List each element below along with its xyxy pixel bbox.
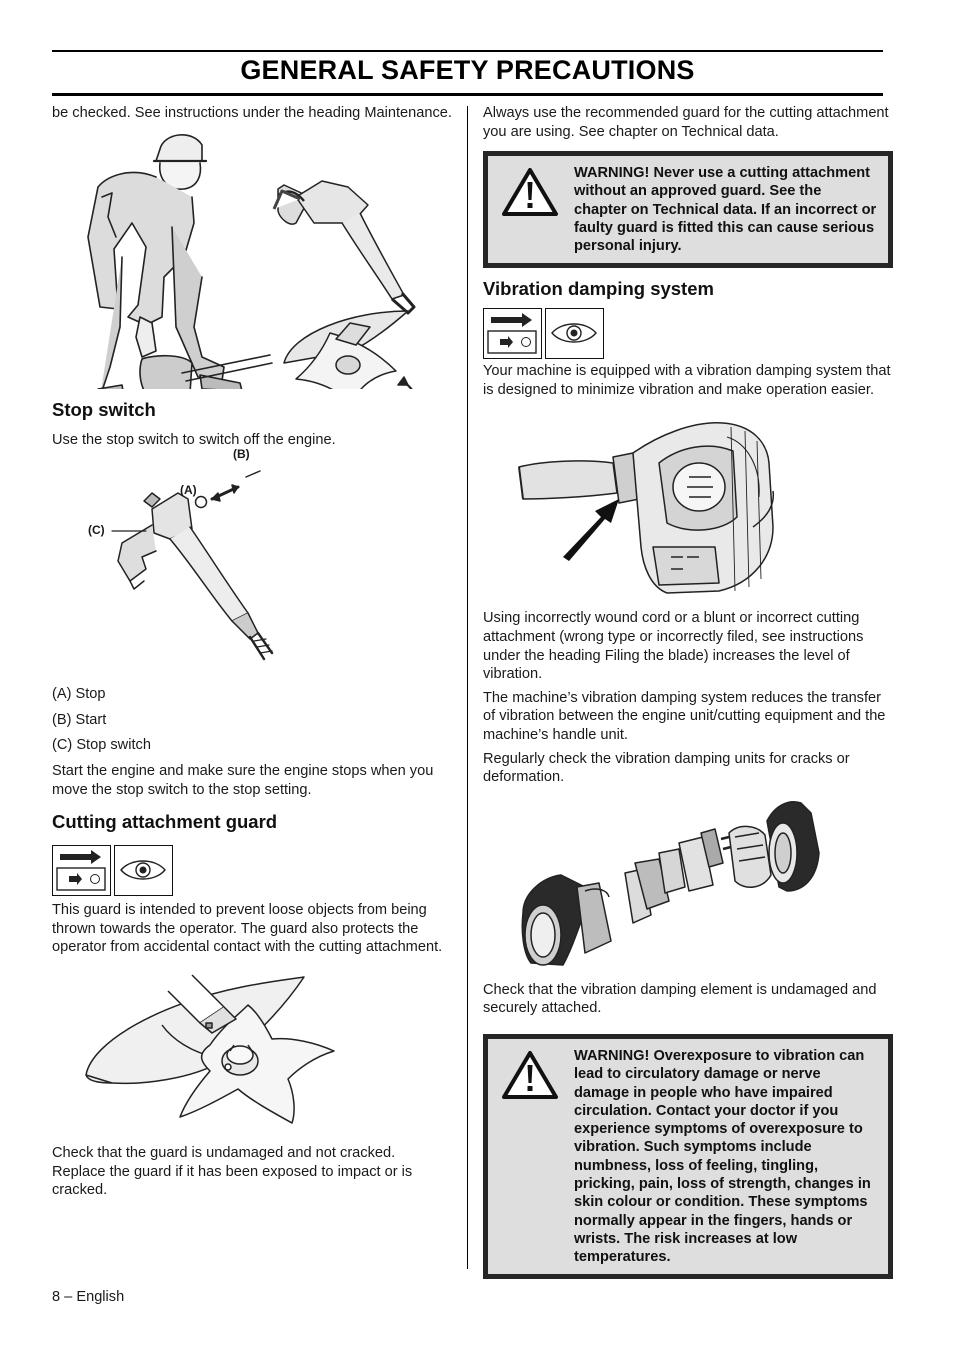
stop-switch-illustration xyxy=(52,453,452,685)
visual-inspection-icon-2 xyxy=(545,308,604,359)
warning-triangle-icon-2 xyxy=(500,1049,560,1101)
header-rule-top xyxy=(52,50,883,52)
page-footer: 8 – English xyxy=(52,1289,125,1305)
right-column xyxy=(483,104,893,1279)
vibration-p2: Using incorrectly wound cord or a blunt or incorrect cutting attachment (wrong type or incorrectly filed, see instructions under the heading Filing the blade) increases the level of vibration. xyxy=(483,610,864,683)
warning-box-vibration xyxy=(483,1034,893,1279)
guard-heading: Cutting attachment guard xyxy=(52,811,278,833)
warning-text-vibration: WARNING! Overexposure to vibration can lead to circulatory damage or nerve damage in people who have impaired circulation. Contact your doctor if you experience symptoms of overexposure to vibration. Such symptoms include numbness, loss of feeling, tingling, pricking, pain, loss of strength, changes in skin colour or condition. These symptoms normally appear in the fingers, hands or wrists. The risk increases at low temperatures. xyxy=(574,1047,871,1266)
warning-triangle-icon xyxy=(500,166,560,218)
visual-inspection-icon xyxy=(114,845,173,896)
vibration-symbols xyxy=(483,308,893,359)
fig-label-c: (C) xyxy=(88,523,105,538)
guard-recommendation: Always use the recommended guard for the cutting attachment you are using. See chapter on Technical data. xyxy=(483,105,889,140)
stop-switch-body: Use the stop switch to switch off the engine. xyxy=(52,431,336,448)
guard-illustration xyxy=(52,967,452,1135)
stop-switch-heading: Stop switch xyxy=(52,398,156,420)
operator-inspection-illustration xyxy=(52,127,452,389)
legend-item-b: (B) Start xyxy=(52,711,107,728)
legend-item-a: (A) Stop xyxy=(52,686,106,703)
vibration-body: Your machine is equipped with a vibration damping system that is designed to minimize vibration and make operation easier. xyxy=(483,363,891,398)
guard-check: Check that the guard is undamaged and not cracked. Replace the guard if it has been exposed to impact or is cracked. xyxy=(52,1144,413,1199)
vibration-heading: Vibration damping system xyxy=(483,278,714,300)
warning-text-guard: WARNING! Never use a cutting attachment without an approved guard. See the chapter on Technical data. If an incorrect or faulty guard is fitted this can cause serious personal injury. xyxy=(574,165,877,255)
fig-label-b: (B) xyxy=(233,447,250,462)
warning-box-guard xyxy=(483,151,893,268)
guard-body: This guard is intended to prevent loose objects from being thrown towards the operator. The guard also protects the operator from accidental contact with the cutting attachment. xyxy=(52,902,443,956)
damping-element-illustration xyxy=(483,793,893,977)
vibration-p3: The machine’s vibration damping system reduces the transfer of vibration between the engine unit/cutting equipment and the machine’s handle unit. xyxy=(483,689,886,743)
fig-label-a: (A) xyxy=(180,483,197,498)
vibration-p5: Check that the vibration damping element is undamaged and securely attached. xyxy=(483,981,877,1017)
left-column xyxy=(52,104,452,1200)
page-title: GENERAL SAFETY PRECAUTIONS xyxy=(240,55,695,85)
stop-switch-figure xyxy=(52,447,452,685)
stop-switch-check: Start the engine and make sure the engine stops when you move the stop switch to the stop setting. xyxy=(52,762,434,798)
vibration-p4: Regularly check the vibration damping units for cracks or deformation. xyxy=(483,750,850,786)
column-divider xyxy=(467,106,468,1269)
header-rule-bottom xyxy=(52,93,883,96)
manual-reference-icon-2 xyxy=(483,308,542,359)
manual-reference-icon xyxy=(52,845,111,896)
legend-item-c: (C) Stop switch xyxy=(52,737,151,754)
guard-symbols xyxy=(52,845,452,896)
intro-text: be checked. See instructions under the heading Maintenance. xyxy=(52,105,452,121)
engine-vibration-illustration xyxy=(483,407,893,603)
